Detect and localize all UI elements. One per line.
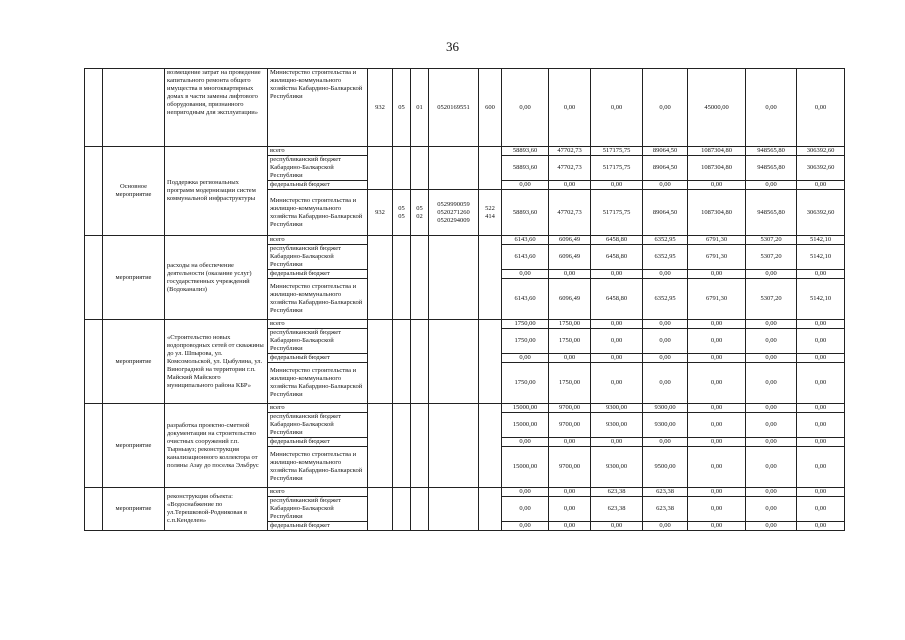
cell-value: 0,00: [591, 522, 643, 531]
cell-value: 1087304,80: [688, 147, 746, 156]
cell-ministry: Министерство строительства и жилищно-коммунального хозяйства Кабардино-Балкарской Республики: [268, 69, 368, 147]
cell-value: 0,00: [688, 320, 746, 329]
cell-value: 0,00: [688, 363, 746, 404]
cell-value: 5142,10: [797, 279, 845, 320]
cell-source: федеральный бюджет: [268, 354, 368, 363]
cell-value: 1750,00: [549, 329, 591, 354]
cell-value: 0,00: [797, 413, 845, 438]
cell-empty: [368, 404, 393, 488]
cell-value: 0,00: [643, 522, 688, 531]
cell-value: 0,00: [549, 497, 591, 522]
cell-value: 0,00: [746, 522, 797, 531]
cell-source: федеральный бюджет: [268, 522, 368, 531]
cell-grbs: 932: [368, 190, 393, 236]
table-row-b5-total: [85, 488, 845, 497]
cell-rz: [393, 190, 411, 236]
cell-value: 0,00: [797, 404, 845, 413]
cell-title: расходы на обеспечение деятельности (оказание услуг) государственных учреждений (Водоканализ): [165, 236, 268, 320]
cell-value: 0,00: [549, 438, 591, 447]
cell-value: 0,00: [643, 270, 688, 279]
cell-value: 0,00: [797, 488, 845, 497]
cell-empty: [429, 404, 479, 488]
cell-value: 0,00: [549, 488, 591, 497]
cell-source: республиканский бюджет Кабардино-Балкарской Республики: [268, 497, 368, 522]
cell-value: 0,00: [591, 270, 643, 279]
cell-value: 0,00: [502, 270, 549, 279]
pr-code: 05: [416, 204, 423, 212]
rz-code: 05: [398, 212, 405, 220]
cell-value: 9300,00: [643, 404, 688, 413]
cell-source: республиканский бюджет Кабардино-Балкарской Республики: [268, 245, 368, 270]
cell-vr: [479, 190, 502, 236]
cell-source: федеральный бюджет: [268, 438, 368, 447]
cell-grbs: 932: [368, 69, 393, 147]
cell-source: республиканский бюджет Кабардино-Балкарской Республики: [268, 329, 368, 354]
cell-value: 0,00: [591, 69, 643, 147]
cell-value: 0,00: [688, 497, 746, 522]
cell-value: 0,00: [688, 522, 746, 531]
cell-value: 517175,75: [591, 147, 643, 156]
cell-value: 6143,60: [502, 245, 549, 270]
cell-value: 9700,00: [549, 413, 591, 438]
cell-value: 0,00: [688, 438, 746, 447]
cell-value: 0,00: [688, 270, 746, 279]
cell-value: 0,00: [746, 447, 797, 488]
cell-empty: [85, 236, 103, 320]
cell-type: мероприятие: [103, 320, 165, 404]
cell-value: 0,00: [502, 497, 549, 522]
cell-empty: [368, 488, 393, 531]
cell-empty: [479, 320, 502, 404]
cell-empty: [429, 488, 479, 531]
cell-value: 9300,00: [643, 413, 688, 438]
cell-value: 623,38: [643, 488, 688, 497]
cell-value: 0,00: [688, 488, 746, 497]
cell-value: 948565,80: [746, 156, 797, 181]
cell-value: 0,00: [746, 404, 797, 413]
cell-empty: [429, 236, 479, 320]
cell-value: 0,00: [549, 522, 591, 531]
cell-empty: [411, 404, 429, 488]
cell-value: 0,00: [549, 354, 591, 363]
cell-value: 948565,80: [746, 190, 797, 236]
csr-code: 0529990059: [437, 200, 470, 208]
table-row-b3-total: [85, 320, 845, 329]
cell-value: 5307,20: [746, 236, 797, 245]
cell-value: 0,00: [502, 438, 549, 447]
pr-code: 02: [416, 212, 423, 220]
cell-value: 15000,00: [502, 413, 549, 438]
cell-empty: [429, 147, 479, 190]
cell-value: 5307,20: [746, 279, 797, 320]
cell-type: мероприятие: [103, 404, 165, 488]
cell-type: Основное мероприятие: [103, 147, 165, 236]
rz-code: 05: [398, 204, 405, 212]
cell-value: 0,00: [797, 497, 845, 522]
cell-value: 1750,00: [502, 363, 549, 404]
budget-table: [84, 68, 845, 531]
cell-type: [103, 69, 165, 147]
cell-value: 0,00: [746, 320, 797, 329]
cell-value: 47702,73: [549, 190, 591, 236]
cell-value: 15000,00: [502, 404, 549, 413]
page-number: 36: [446, 39, 459, 54]
cell-value: 0,00: [549, 69, 591, 147]
cell-empty: [429, 320, 479, 404]
cell-empty: [85, 488, 103, 531]
cell-source: федеральный бюджет: [268, 270, 368, 279]
cell-value: 6096,49: [549, 279, 591, 320]
cell-value: 0,00: [591, 363, 643, 404]
cell-value: 9700,00: [549, 404, 591, 413]
cell-value: 0,00: [797, 69, 845, 147]
cell-empty: [85, 404, 103, 488]
cell-value: 0,00: [643, 354, 688, 363]
cell-value: 5142,10: [797, 245, 845, 270]
cell-source: всего: [268, 488, 368, 497]
cell-empty: [479, 488, 502, 531]
cell-value: 0,00: [746, 497, 797, 522]
cell-value: 0,00: [591, 320, 643, 329]
cell-value: 0,00: [502, 181, 549, 190]
cell-value: 948565,80: [746, 147, 797, 156]
cell-empty: [411, 236, 429, 320]
cell-value: 0,00: [797, 329, 845, 354]
cell-value: 0,00: [797, 522, 845, 531]
vr-code: 414: [485, 212, 495, 220]
cell-ministry: Министерство строительства и жилищно-коммунального хозяйства Кабардино-Балкарской Республики: [268, 279, 368, 320]
cell-value: 6458,80: [591, 245, 643, 270]
cell-title: возмещение затрат на проведение капитального ремонта общего имущества в многоквартирных домах в части замены лифтового оборудования, признанного непригодным для эксплуатации»: [165, 69, 268, 147]
cell-value: 623,38: [643, 497, 688, 522]
cell-value: 0,00: [688, 181, 746, 190]
cell-ministry: Министерство строительства и жилищно-коммунального хозяйства Кабардино-Балкарской Республики: [268, 190, 368, 236]
cell-value: 0,00: [797, 354, 845, 363]
cell-value: 89064,50: [643, 190, 688, 236]
csr-code: 0520271260: [437, 208, 470, 216]
cell-rz: 05: [393, 69, 411, 147]
cell-empty: [411, 147, 429, 190]
cell-value: 0,00: [797, 438, 845, 447]
cell-value: 517175,75: [591, 190, 643, 236]
cell-empty: [393, 320, 411, 404]
cell-value: 6352,95: [643, 236, 688, 245]
cell-value: 6458,80: [591, 279, 643, 320]
cell-value: 9300,00: [591, 404, 643, 413]
table-row-top: [85, 69, 845, 147]
cell-value: 0,00: [502, 522, 549, 531]
cell-value: 0,00: [797, 447, 845, 488]
cell-value: 0,00: [549, 181, 591, 190]
cell-title: «Строительство новых водопроводных сетей от скважины до ул. Шпырова, ул. Комсомольской, ул. Цыбулина, ул. Виноградной на территории г.п. Майский Майского муниципального района КБР»: [165, 320, 268, 404]
cell-title: разработка проектно-сметной документации на строительство очистных сооружений г.п. Тырныауз; реконструкция канализационного коллектора от поляны Азау до поселка Эльбрус: [165, 404, 268, 488]
cell-csr: 0520169551: [429, 69, 479, 147]
cell-value: 5142,10: [797, 236, 845, 245]
cell-value: 1087304,80: [688, 190, 746, 236]
cell-value: 9500,00: [643, 447, 688, 488]
cell-source: всего: [268, 236, 368, 245]
cell-value: 0,00: [797, 181, 845, 190]
cell-value: 1087304,80: [688, 156, 746, 181]
cell-empty: [479, 404, 502, 488]
cell-pr: 01: [411, 69, 429, 147]
cell-value: 0,00: [746, 329, 797, 354]
cell-value: 58893,60: [502, 156, 549, 181]
cell-value: 6352,95: [643, 245, 688, 270]
cell-empty: [411, 488, 429, 531]
cell-value: 0,00: [746, 363, 797, 404]
cell-empty: [411, 320, 429, 404]
cell-value: 0,00: [797, 363, 845, 404]
cell-empty: [368, 147, 393, 190]
cell-value: 45000,00: [688, 69, 746, 147]
cell-value: 0,00: [688, 404, 746, 413]
cell-value: 623,38: [591, 488, 643, 497]
cell-empty: [85, 147, 103, 236]
cell-value: 623,38: [591, 497, 643, 522]
table-row-b2-total: [85, 236, 845, 245]
cell-value: 6096,49: [549, 236, 591, 245]
cell-value: 0,00: [746, 413, 797, 438]
cell-csr: [429, 190, 479, 236]
cell-value: 0,00: [746, 354, 797, 363]
cell-empty: [368, 236, 393, 320]
vr-code: 522: [485, 204, 495, 212]
cell-value: 0,00: [746, 181, 797, 190]
cell-value: 0,00: [643, 363, 688, 404]
cell-title: Поддержка региональных программ модернизации систем коммунальной инфраструктуры: [165, 147, 268, 236]
cell-source: федеральный бюджет: [268, 181, 368, 190]
cell-pr: [411, 190, 429, 236]
cell-ministry: Министерство строительства и жилищно-коммунального хозяйства Кабардино-Балкарской Республики: [268, 447, 368, 488]
cell-value: 0,00: [502, 69, 549, 147]
cell-value: 6791,30: [688, 236, 746, 245]
cell-value: 306392,60: [797, 147, 845, 156]
cell-type: мероприятие: [103, 236, 165, 320]
cell-value: 0,00: [643, 320, 688, 329]
cell-value: 6791,30: [688, 279, 746, 320]
cell-empty: [85, 320, 103, 404]
cell-vr: 600: [479, 69, 502, 147]
cell-value: 1750,00: [549, 320, 591, 329]
cell-title: реконструкция объекта: «Водоснабжение по ул.Терешковой-Родниковая в с.п.Кенделен»: [165, 488, 268, 531]
cell-value: 0,00: [746, 69, 797, 147]
cell-value: 47702,73: [549, 156, 591, 181]
cell-value: 0,00: [746, 488, 797, 497]
cell-value: 5307,20: [746, 245, 797, 270]
cell-value: 89064,50: [643, 147, 688, 156]
cell-empty: [393, 236, 411, 320]
cell-value: 0,00: [688, 329, 746, 354]
cell-value: 1750,00: [502, 320, 549, 329]
cell-ministry: Министерство строительства и жилищно-коммунального хозяйства Кабардино-Балкарской Республики: [268, 363, 368, 404]
cell-value: 0,00: [746, 438, 797, 447]
cell-value: 58893,60: [502, 190, 549, 236]
cell-value: 0,00: [643, 181, 688, 190]
cell-value: 6143,60: [502, 279, 549, 320]
cell-type: мероприятие: [103, 488, 165, 531]
cell-value: 0,00: [688, 354, 746, 363]
cell-empty: [393, 404, 411, 488]
cell-value: 0,00: [688, 413, 746, 438]
cell-empty: [393, 488, 411, 531]
cell-source: республиканский бюджет Кабардино-Балкарской Республики: [268, 156, 368, 181]
cell-value: 0,00: [643, 438, 688, 447]
cell-value: 15000,00: [502, 447, 549, 488]
cell-value: 0,00: [591, 438, 643, 447]
cell-value: 6096,49: [549, 245, 591, 270]
cell-value: 6143,60: [502, 236, 549, 245]
cell-value: 0,00: [643, 329, 688, 354]
cell-value: 0,00: [643, 69, 688, 147]
cell-value: 58893,60: [502, 147, 549, 156]
cell-value: 1750,00: [502, 329, 549, 354]
cell-value: 0,00: [746, 270, 797, 279]
cell-empty: [479, 147, 502, 190]
cell-value: 306392,60: [797, 190, 845, 236]
cell-value: 0,00: [688, 447, 746, 488]
table-row-b1-total: [85, 147, 845, 156]
cell-value: 1750,00: [549, 363, 591, 404]
cell-source: всего: [268, 147, 368, 156]
cell-value: 0,00: [591, 181, 643, 190]
cell-value: 9300,00: [591, 447, 643, 488]
cell-empty: [85, 69, 103, 147]
cell-empty: [393, 147, 411, 190]
cell-value: 47702,73: [549, 147, 591, 156]
cell-source: всего: [268, 320, 368, 329]
cell-source: республиканский бюджет Кабардино-Балкарской Республики: [268, 413, 368, 438]
cell-value: 0,00: [797, 270, 845, 279]
cell-value: 6791,30: [688, 245, 746, 270]
cell-source: всего: [268, 404, 368, 413]
cell-empty: [368, 320, 393, 404]
csr-code: 0520294009: [437, 216, 470, 224]
table-row-b4-total: [85, 404, 845, 413]
cell-value: 89064,50: [643, 156, 688, 181]
cell-value: 6458,80: [591, 236, 643, 245]
cell-empty: [479, 236, 502, 320]
cell-value: 0,00: [549, 270, 591, 279]
cell-value: 6352,95: [643, 279, 688, 320]
cell-value: 0,00: [502, 354, 549, 363]
cell-value: 0,00: [591, 329, 643, 354]
cell-value: 0,00: [502, 488, 549, 497]
cell-value: 9300,00: [591, 413, 643, 438]
cell-value: 0,00: [797, 320, 845, 329]
cell-value: 9700,00: [549, 447, 591, 488]
cell-value: 0,00: [591, 354, 643, 363]
cell-value: 517175,75: [591, 156, 643, 181]
cell-value: 306392,60: [797, 156, 845, 181]
